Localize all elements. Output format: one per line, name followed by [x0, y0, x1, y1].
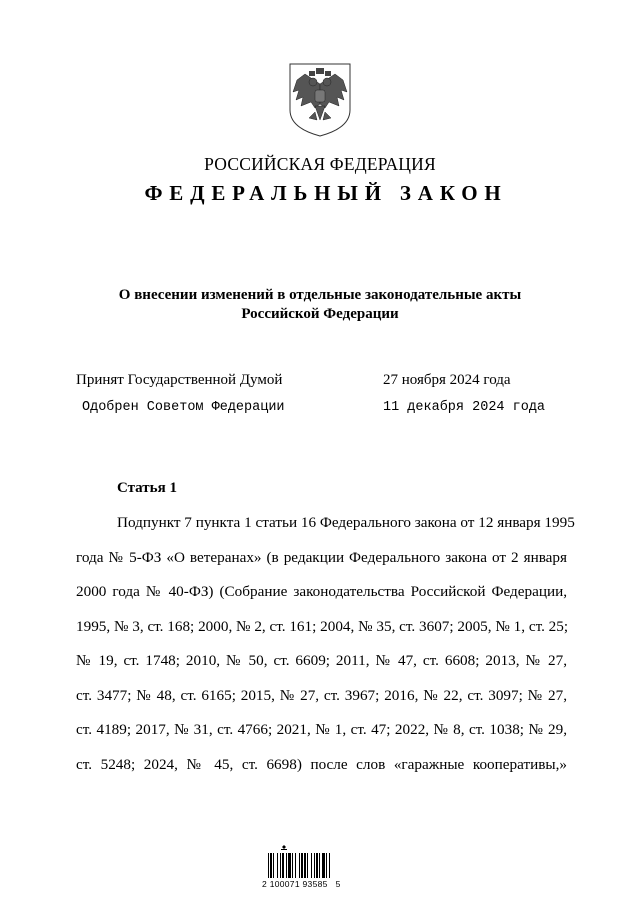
article-body — [76, 512, 575, 788]
article-text-line: ст. 3477; № 48, ст. 6165; 2015, № 27, ст. 3967; 2016, № 22, ст. 3097; № 27, — [76, 686, 567, 704]
article-text-line: 1995, № 3, ст. 168; 2000, № 2, ст. 161; 2004, № 35, ст. 3607; 2005, № 1, ст. 25; — [76, 617, 569, 635]
article-text-line: ст. 4189; 2017, № 31, ст. 4766; 2021, № 1, ст. 47; 2022, № 8, ст. 1038; № 29, — [76, 721, 567, 738]
coat-of-arms-icon — [287, 62, 353, 138]
adoption-date: 11 декабря 2024 года — [383, 400, 546, 415]
article-text-line: № 19, ст. 1748; 2010, № 50, ст. 6609; 2011, № 47, ст. 6608; 2013, № 27, — [76, 652, 567, 669]
article-text-line: ст. 5248; 2024, № 45, ст. 6698) после слов «гаражные кооперативы,» — [76, 755, 567, 773]
article-text-line: Подпункт 7 пункта 1 статьи 16 Федерального закона от 12 января 1995 — [117, 514, 575, 531]
article-heading: Статья 1 — [117, 480, 177, 496]
law-type-heading: ФЕДЕРАЛЬНЫЙ ЗАКОН — [144, 181, 508, 205]
adoption-label: Принят Государственной Думой — [76, 372, 283, 388]
adoption-label: Одобрен Советом Федерации — [82, 400, 285, 415]
law-title-line: Российской Федерации — [241, 306, 399, 322]
article-text-line: года № 5-ФЗ «О ветеранах» (в редакции Федерального закона от 2 января — [76, 548, 567, 566]
article-text-line: 2000 года № 40-ФЗ) (Собрание законодательства Российской Федерации, — [76, 583, 567, 600]
law-title — [60, 286, 580, 324]
country-name: РОССИЙСКАЯ ФЕДЕРАЦИЯ — [204, 154, 436, 174]
barcode-number: 2 100071 93585 5 — [262, 879, 341, 889]
adoption-date: 27 ноября 2024 года — [383, 372, 511, 388]
adoption-row-duma — [76, 372, 576, 389]
adoption-row-council — [76, 400, 576, 415]
law-title-line: О внесении изменений в отдельные законодательные акты — [118, 287, 522, 303]
